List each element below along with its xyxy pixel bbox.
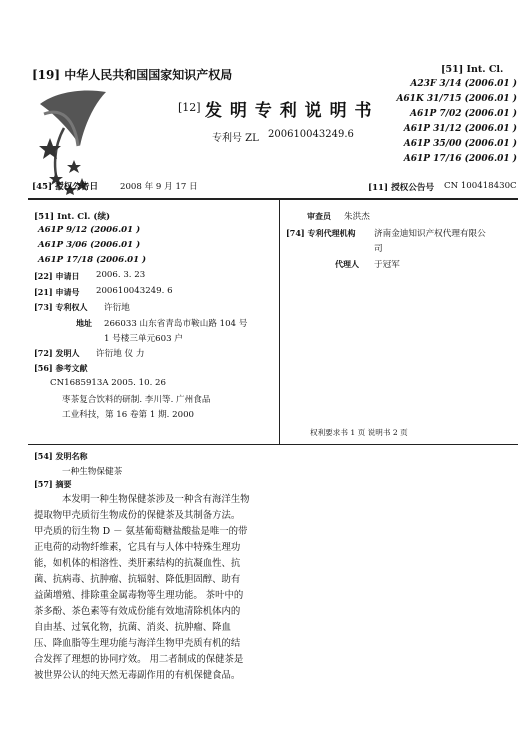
address-line: 1 号楼三单元603 户 bbox=[104, 334, 183, 344]
address-label: 地址 bbox=[76, 318, 92, 328]
intcl-entry: A61P 35/00 (2006.01 ) bbox=[403, 139, 517, 149]
patent-number: 200610043249.6 bbox=[268, 129, 354, 140]
agency: 济南金迪知识产权代理有限公 bbox=[374, 229, 486, 239]
office-name: [19] 中华人民共和国国家知识产权局 bbox=[32, 68, 233, 82]
intcl-cont-label: [51] Int. Cl. (续) bbox=[34, 212, 111, 222]
intcl-cont-entry: A61P 17/18 (2006.01 ) bbox=[38, 255, 147, 265]
doc-type-number: [12] bbox=[178, 101, 201, 114]
grant-date: 2008 年 9 月 17 日 bbox=[120, 182, 198, 192]
intcl-cont-entry: A61P 9/12 (2006.01 ) bbox=[38, 225, 141, 235]
agency: 司 bbox=[374, 244, 383, 254]
grant-number: CN 100418430C bbox=[444, 181, 517, 191]
abstract-line: 正电荷的动物纤维素，它具有与人体中特殊生理功 bbox=[34, 542, 241, 553]
address-line: 266033 山东省青岛市鞍山路 104 号 bbox=[104, 319, 248, 329]
patent-number-label: 专利号 ZL bbox=[212, 133, 259, 144]
app-number-label: [21] 申请号 bbox=[34, 287, 80, 297]
grant-date-label: [45] 授权公告日 bbox=[32, 182, 99, 192]
doc-type-title: 发 明 专 利 说 明 书 bbox=[205, 101, 373, 121]
abstract-line: 被世界公认的纯天然无毒副作用的有机保健食品。 bbox=[34, 670, 241, 681]
intcl-label: [51] Int. Cl. bbox=[441, 64, 504, 75]
intcl-entry: A23F 3/14 (2006.01 ) bbox=[410, 79, 517, 89]
app-number: 200610043249. 6 bbox=[96, 286, 173, 296]
inventors: 许衍地 仪 力 bbox=[96, 349, 145, 359]
intcl-entry: A61P 17/16 (2006.01 ) bbox=[403, 154, 517, 164]
column-divider bbox=[279, 200, 280, 445]
intcl-entry: A61P 31/12 (2006.01 ) bbox=[403, 124, 517, 134]
page-count-info: 权利要求书 1 页 说明书 2 页 bbox=[310, 428, 408, 437]
patentee: 许衍地 bbox=[104, 303, 130, 313]
app-date: 2006. 3. 23 bbox=[96, 270, 146, 280]
inventor-label: [72] 发明人 bbox=[34, 348, 80, 358]
app-date-label: [22] 申请日 bbox=[34, 271, 80, 281]
abstract-line: 压、降血脂等生理功能与海洋生物甲壳质有机的结 bbox=[34, 638, 241, 649]
abstract-line: 本发明一种生物保健茶涉及一种含有海洋生物 bbox=[62, 494, 250, 505]
patentee-label: [73] 专利权人 bbox=[34, 302, 88, 312]
abstract-line: 自由基、过氧化物，抗菌、消炎、抗肿瘤、降血 bbox=[34, 622, 231, 633]
examiner: 朱洪杰 bbox=[344, 212, 370, 222]
abstract-line: 合发挥了理想的协同疗效。 用二者制成的保健茶是 bbox=[34, 654, 244, 665]
invention-title: 一种生物保健茶 bbox=[62, 467, 123, 477]
examiner-label: 审查员 bbox=[307, 211, 331, 221]
reference-item: 枣茶复合饮料的研制. 李川等. 广州食品 bbox=[62, 395, 211, 405]
abstract-line: 茶多酚、茶色素等有效成份能有效地清除机体内的 bbox=[34, 606, 241, 617]
intcl-cont-entry: A61P 3/06 (2006.01 ) bbox=[38, 240, 141, 250]
abstract-label: [57] 摘要 bbox=[34, 479, 72, 489]
agency-label: [74] 专利代理机构 bbox=[286, 228, 356, 238]
reference-item: CN1685913A 2005. 10. 26 bbox=[50, 378, 166, 388]
intcl-entry: A61K 31/715 (2006.01 ) bbox=[396, 94, 517, 104]
invention-title-label: [54] 发明名称 bbox=[34, 451, 88, 461]
abstract-line: 提取物甲壳质衍生物成份的保健茶及其制备方法。 bbox=[34, 510, 241, 521]
intcl-entry: A61P 7/02 (2006.01 ) bbox=[410, 109, 517, 119]
agent: 于冠军 bbox=[374, 260, 400, 270]
abstract-line: 能，如机体的相溶性、类肝素结构的抗凝血性、抗 bbox=[34, 558, 241, 569]
abstract-line: 甲壳质的衍生物 D － 氨基葡萄糖盐酸盐是唯一的带 bbox=[34, 526, 248, 537]
middle-divider bbox=[28, 444, 518, 445]
reference-item: 工业科技，第 16 卷第 1 期. 2000 bbox=[62, 410, 195, 420]
abstract-line: 菌、抗病毒、抗肿瘤、抗辐射、降低胆固醇、助有 bbox=[34, 574, 241, 585]
abstract-line: 益菌增殖、排除重金属毒物等生理功能。 茶叶中的 bbox=[34, 590, 244, 601]
agent-label: 代理人 bbox=[335, 259, 359, 269]
grant-number-label: [11] 授权公告号 bbox=[368, 183, 435, 193]
references-label: [56] 参考文献 bbox=[34, 363, 88, 373]
top-divider bbox=[28, 198, 518, 200]
